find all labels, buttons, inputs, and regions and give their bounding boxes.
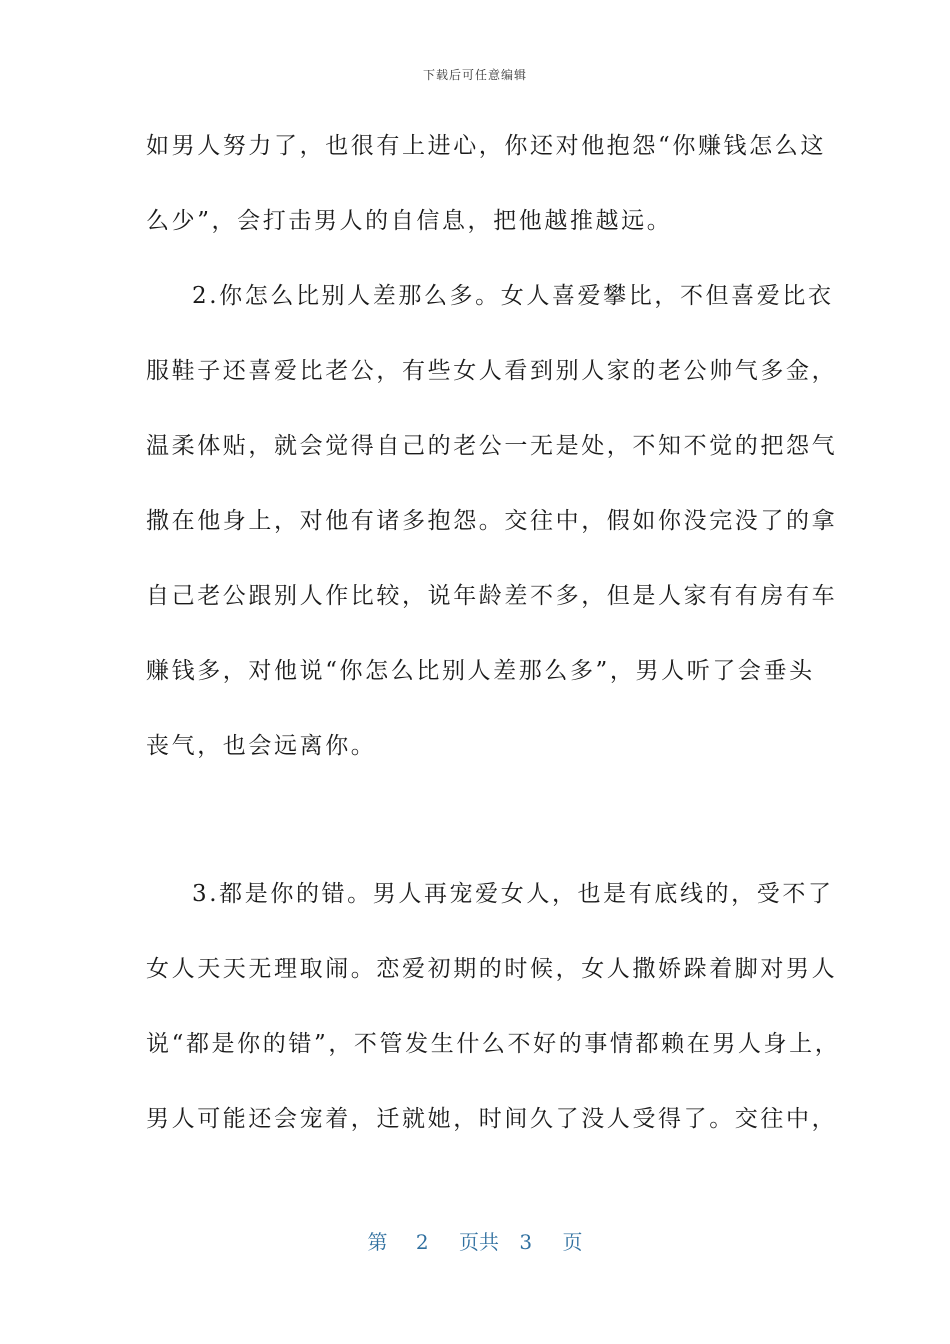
text-line: 么少”，会打击男人的自信息，把他越推越远。 (146, 208, 673, 234)
page-number-footer (0, 1226, 950, 1255)
text-line: 女人天天无理取闹。恋爱初期的时候，女人撒娇跺着脚对男人 (146, 956, 838, 982)
text-line: 说“都是你的错”，不管发生什么不好的事情都赖在男人身上， (146, 1031, 841, 1057)
text-line: 撒在他身上，对他有诸多抱怨。交往中，假如你没完没了的拿 (146, 508, 838, 534)
text-line: 温柔体贴，就会觉得自己的老公一无是处，不知不觉的把怨气 (146, 433, 838, 459)
page-header: 下载后可任意编辑 (422, 68, 527, 82)
text-line: 如男人努力了，也很有上进心，你还对他抱怨“你赚钱怎么这 (146, 133, 826, 159)
text-line: 2.你怎么比别人差那么多。女人喜爱攀比，不但喜爱比衣 (192, 283, 834, 309)
page-suffix: 页 (562, 1230, 583, 1254)
text-line: 3.都是你的错。男人再宠爱女人，也是有底线的，受不了 (192, 881, 834, 907)
text-line: 自己老公跟别人作比较，说年龄差不多，但是人家有有房有车 (146, 583, 838, 609)
text-line: 丧气，也会远离你。 (146, 733, 377, 759)
page-mid: 页共 (459, 1230, 499, 1254)
text-line: 男人可能还会宠着，迁就她，时间久了没人受得了。交往中， (146, 1106, 838, 1132)
total-page-number: 3 (519, 1230, 533, 1254)
text-line: 服鞋子还喜爱比老公，有些女人看到别人家的老公帅气多金， (146, 358, 838, 384)
page-prefix: 第 (367, 1230, 388, 1254)
current-page-number: 2 (415, 1230, 429, 1254)
text-line: 赚钱多，对他说“你怎么比别人差那么多”，男人听了会垂头 (146, 658, 815, 684)
